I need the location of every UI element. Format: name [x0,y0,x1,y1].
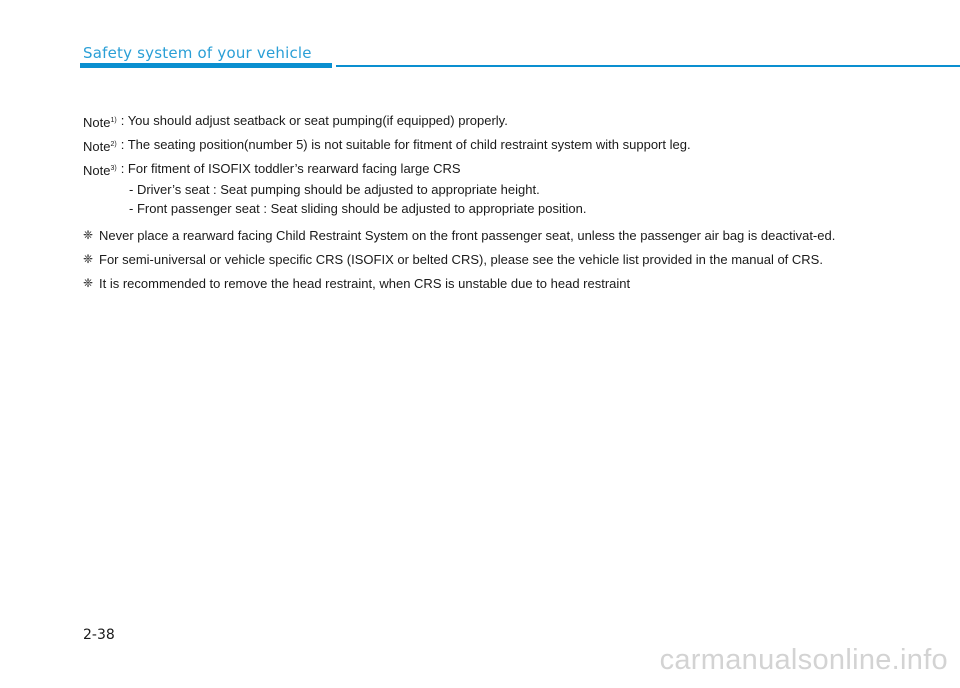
note-3-sub-2: - Front passenger seat : Seat sliding should be adjusted to appropriate position. [129,201,587,216]
header-bar-thick [80,63,332,68]
note-1-text: : You should adjust seatback or seat pumping(if equipped) properly. [120,113,508,128]
remark-3 [83,274,883,293]
note-1-sup: 1) [110,117,117,124]
remark-1 [83,226,883,245]
note-3-sup: 3) [110,165,117,172]
note-2-label: Note$^{2)}$ [83,139,117,154]
notes-block [83,111,691,218]
note-2-sup: 2) [110,141,117,148]
page-number: 2-38 [83,627,115,643]
remark-3-text: It is recommended to remove the head restraint, when CRS is unstable due to head restraint [99,276,631,291]
note-1-label: Note$^{1)}$ [83,115,117,130]
note-3-label: Note$^{3)}$ [83,163,117,178]
note-3-text: : For fitment of ISOFIX toddler’s rearward facing large CRS [120,161,461,176]
remark-2 [83,250,883,269]
watermark: carmanualsonline.info [659,644,948,676]
note-2 [83,135,691,156]
section-header: Safety system of your vehicle [83,44,312,62]
remark-2-symbol: ❈ [83,252,94,266]
note-3-sub-1: - Driver’s seat : Seat pumping should be adjusted to appropriate height. [129,182,540,197]
remark-1-symbol: ❈ [83,228,94,242]
header-bar-thin [336,65,960,67]
remark-3-symbol: ❈ [83,276,94,290]
note-3 [83,159,691,180]
note-1 [83,111,691,132]
remark-1-text: Never place a rearward facing Child Restraint System on the front passenger seat, unless the passenger air bag is deactivat-ed. [99,228,836,243]
remark-2-text: For semi-universal or vehicle specific CRS (ISOFIX or belted CRS), please see the vehicle list provided in the manual of CRS. [99,252,823,267]
remarks-block [83,226,883,298]
note-2-text: : The seating position(number 5) is not suitable for fitment of child restraint system with support leg. [120,137,691,152]
